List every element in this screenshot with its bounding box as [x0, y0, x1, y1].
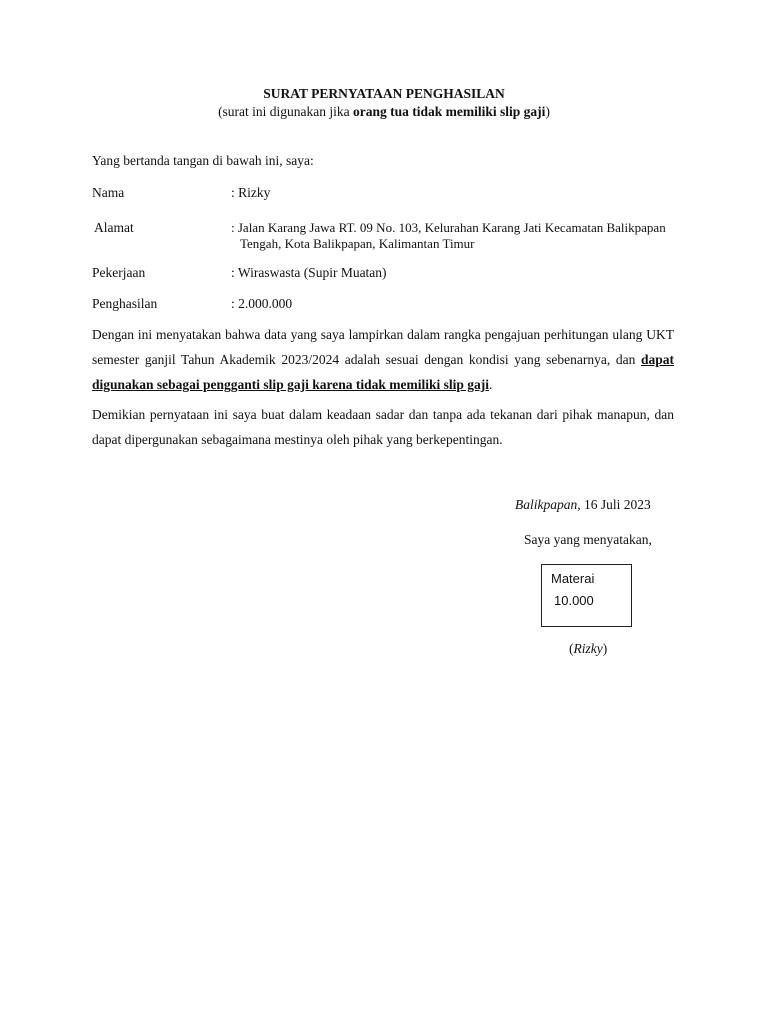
statement-end: . [488, 377, 493, 392]
subtitle-suffix: ) [545, 104, 550, 119]
field-value-nama: : Rizky [231, 185, 271, 200]
closing-paragraph: Demikian pernyataan ini saya buat dalam keadaan sadar dan tanpa ada tekanan dari pihak manapun, dan dapat dipergunakan sebagaimana mestinya oleh pihak yang berkepentingan. [92, 407, 674, 447]
signer-name-close: ) [602, 641, 608, 656]
field-label-alamat: Alamat [94, 220, 134, 235]
date: , 16 Juli 2023 [577, 497, 651, 512]
alamat-line-2: Tengah, Kota Balikpapan, Kalimantan Timur [240, 236, 475, 251]
document-subtitle [0, 104, 768, 120]
field-value-pekerjaan: : Wiraswasta (Supir Muatan) [231, 265, 387, 280]
stamp-box [541, 564, 632, 627]
signer-name-open: ( [569, 641, 574, 656]
stamp-label: Materai [551, 571, 595, 586]
stamp-value: 10.000 [554, 593, 594, 608]
intro-text: Yang bertanda tangan di bawah ini, saya: [92, 153, 314, 168]
subtitle-bold: orang tua tidak memiliki slip gaji [353, 104, 546, 119]
place-date [515, 497, 651, 513]
signer-name-text: Rizky [573, 641, 603, 656]
field-value-alamat [231, 220, 691, 252]
field-label-penghasilan: Penghasilan [92, 296, 158, 311]
document-title: SURAT PERNYATAAN PENGHASILAN [263, 86, 505, 101]
signer-label: Saya yang menyatakan, [524, 532, 652, 547]
subtitle-prefix: (surat ini digunakan jika [218, 104, 354, 119]
field-label-pekerjaan: Pekerjaan [92, 265, 146, 280]
statement-text: Dengan ini menyatakan bahwa data yang saya lampirkan dalam rangka pengajuan perhitungan ulang UKT semester ganjil Tahun Akademik 2023/2024 adalah sesuai dengan kondisi yang sebenarnya, dan [92, 327, 674, 367]
statement-paragraph [92, 322, 674, 397]
signer-name [569, 641, 607, 657]
alamat-line-1: : Jalan Karang Jawa RT. 09 No. 103, Kelurahan Karang Jati Kecamatan Balikpapan [231, 220, 666, 235]
field-value-penghasilan: : 2.000.000 [231, 296, 293, 311]
field-label-nama: Nama [92, 185, 125, 200]
statement-emphasis: dapat digunakan sebagai pengganti slip gaji karena tidak memiliki slip gaji [92, 352, 674, 392]
place: Balikpapan [515, 497, 578, 512]
